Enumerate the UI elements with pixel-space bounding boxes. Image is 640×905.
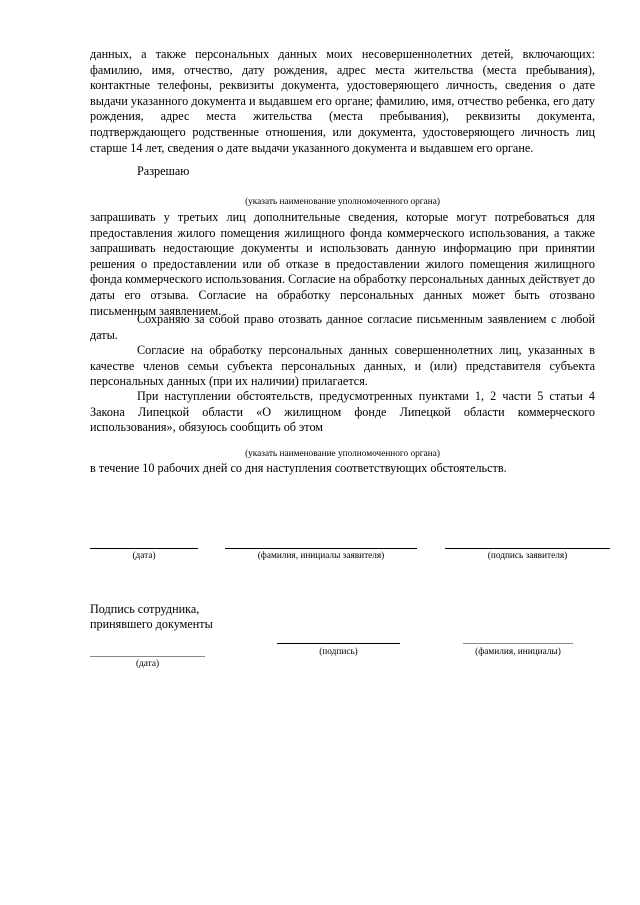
- applicant-signature-caption: (подпись заявителя): [487, 551, 568, 561]
- paragraph-request-info: запрашивать у третьих лиц дополнительные сведения, которые могут потребоваться для предоставления жилого помещения жилищного фонда коммерческого использования, а также запрашивать недостающие документы и использовать данную информацию при принятии решения о предоставлении или об отказе в предоставлении жилого помещения жилищного фонда коммерческого использования. Согласие на обработку персональных данных действует до даты его отзыва. Согласие на обработку персональных данных может быть отозвано письменным заявлением.: [90, 210, 595, 318]
- employee-signature-title-2: принявшего документы: [90, 617, 213, 631]
- paragraph-revoke-right: Сохраняю за собой право отозвать данное согласие письменным заявлением с любой даты.: [90, 312, 595, 342]
- allow-label: Разрешаю: [137, 164, 190, 178]
- employee-date-line: [90, 656, 205, 657]
- applicant-name-caption: (фамилия, инициалы заявителя): [257, 551, 385, 561]
- employee-signature-line: [277, 643, 400, 644]
- applicant-name-line: [225, 548, 417, 549]
- applicant-signature-line: [445, 548, 610, 549]
- caption-authorized-body-2: (указать наименование уполномоченного органа): [245, 449, 440, 459]
- employee-signature-caption: (подпись): [319, 647, 358, 657]
- paragraph-deadline: в течение 10 рабочих дней со дня наступления соответствующих обстоятельств.: [90, 461, 507, 475]
- applicant-date-line: [90, 548, 198, 549]
- applicant-date-caption: (дата): [132, 551, 156, 561]
- paragraph-personal-data: данных, а также персональных данных моих несовершеннолетних детей, включающих: фамилию, имя, отчество, дату рождения, адрес места жительства (места пребывания), контактные телефоны, реквизиты документа, удостоверяющего личность, сведения о дате выдачи указанного документа и выдавшем его органе; фамилию, имя, отчество ребенка, его дату рождения, адрес места жительства (места пребывания), реквизиты документа, подтверждающего родственные отношения, или документа, удостоверяющего личность лиц старше 14 лет, сведения о дате выдачи указанного документа и выдавшем его органе.: [90, 47, 595, 155]
- employee-signature-title-1: Подпись сотрудника,: [90, 602, 200, 616]
- caption-authorized-body-1: (указать наименование уполномоченного органа): [245, 197, 440, 207]
- employee-name-line: [463, 643, 573, 644]
- paragraph-obligation: При наступлении обстоятельств, предусмотренных пунктами 1, 2 части 5 статьи 4 Закона Липецкой области «О жилищном фонде Липецкой области коммерческого использования», обязуюсь сообщить об этом: [90, 389, 595, 435]
- employee-name-caption: (фамилия, инициалы): [475, 647, 561, 657]
- employee-date-caption: (дата): [135, 659, 160, 669]
- paragraph-family-consent: Согласие на обработку персональных данных совершеннолетних лиц, указанных в качестве членов семьи субъекта персональных данных, и (или) представителя субъекта персональных данных (при их наличии) прилагается.: [90, 343, 595, 389]
